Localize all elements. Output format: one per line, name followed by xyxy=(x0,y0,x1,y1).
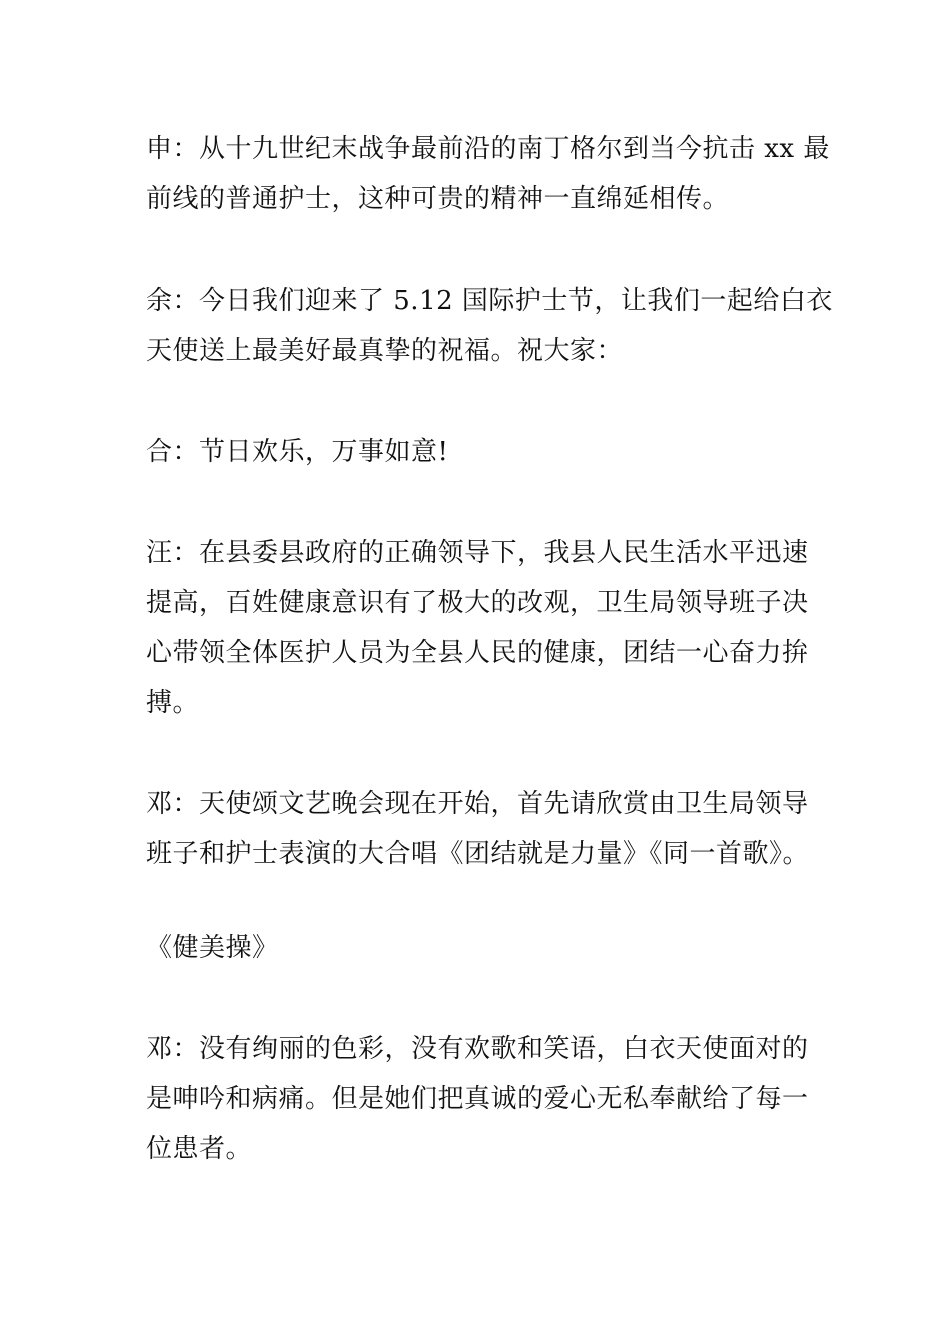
paragraph-wang xyxy=(146,528,816,728)
text-line: 搏。 xyxy=(146,688,200,718)
text-line: 余：今日我们迎来了 5.12 国际护士节，让我们一起给白衣 xyxy=(146,286,833,316)
text-line: 心带领全体医护人员为全县人民的健康，团结一心奋力拚 xyxy=(146,638,809,668)
text-line: 班子和护士表演的大合唱《团结就是力量》《同一首歌》。 xyxy=(146,839,810,869)
paragraph-yu xyxy=(146,276,833,376)
text-line: 天使送上最美好最真挚的祝福。祝大家： xyxy=(146,336,624,366)
text-line: 《健美操》 xyxy=(146,933,279,963)
text-line: 申：从十九世纪末战争最前沿的南丁格尔到当今抗击 xx 最 xyxy=(146,134,830,164)
program-title xyxy=(146,923,816,973)
paragraph-deng-tribute xyxy=(146,1024,816,1174)
text-line: 是呻吟和病痛。但是她们把真诚的爱心无私奉献给了每一 xyxy=(146,1084,809,1114)
paragraph-deng-opening xyxy=(146,779,816,879)
text-line: 合：节日欢乐，万事如意! xyxy=(146,437,449,467)
text-line: 汪：在县委县政府的正确领导下，我县人民生活水平迅速 xyxy=(146,538,809,568)
text-line: 提高，百姓健康意识有了极大的改观，卫生局领导班子决 xyxy=(146,588,809,618)
paragraph-shen xyxy=(146,124,830,224)
text-line: 位患者。 xyxy=(146,1134,253,1164)
paragraph-he xyxy=(146,427,816,477)
text-line: 邓：天使颂文艺晚会现在开始，首先请欣赏由卫生局领导 xyxy=(146,789,809,819)
text-line: 前线的普通护士，这种可贵的精神一直绵延相传。 xyxy=(146,184,730,214)
text-line: 邓：没有绚丽的色彩，没有欢歌和笑语，白衣天使面对的 xyxy=(146,1034,809,1064)
